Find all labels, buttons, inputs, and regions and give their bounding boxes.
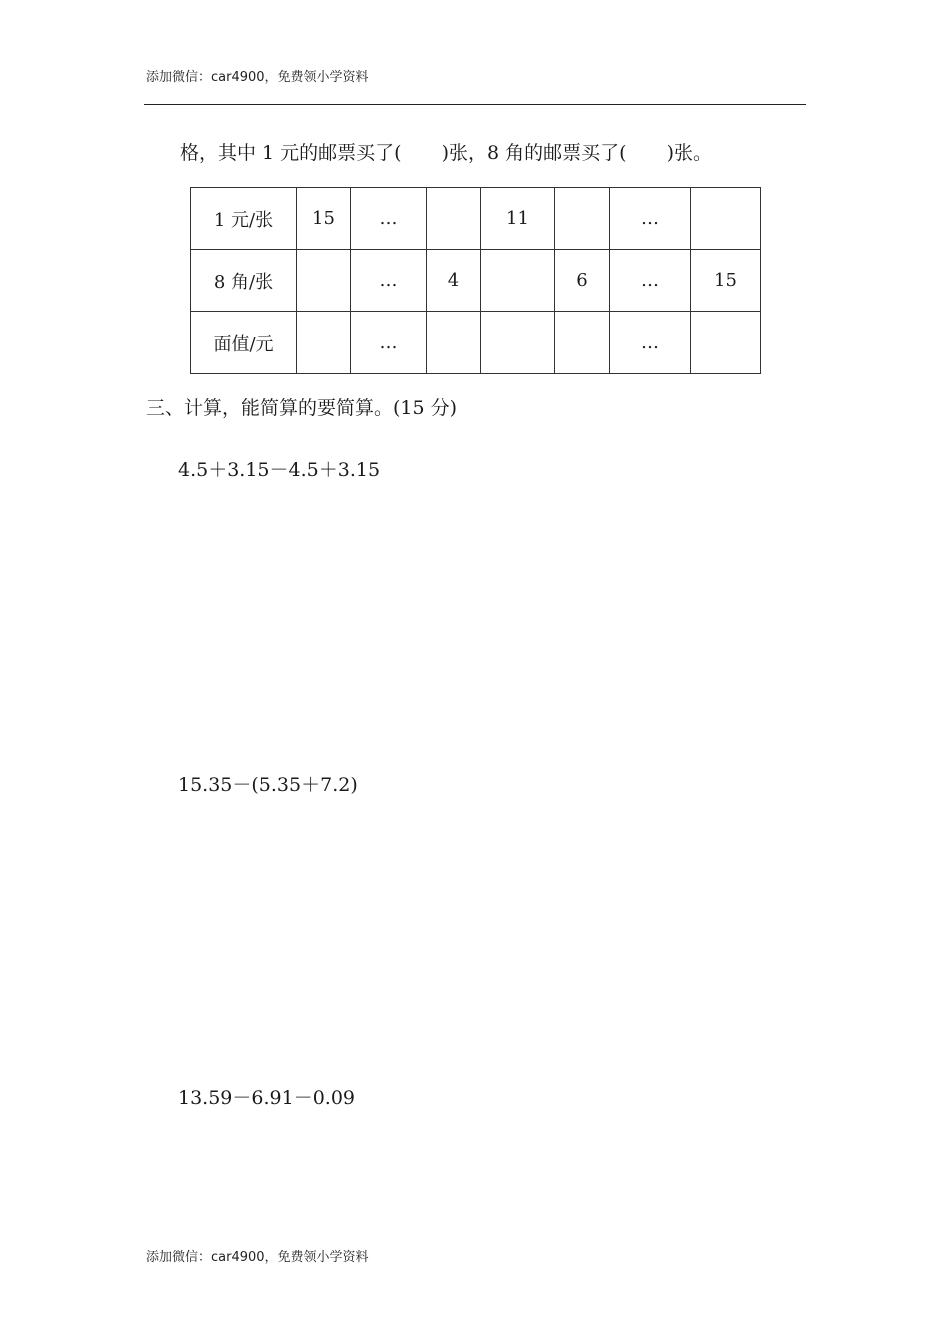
question-part-1: 格，其中 1 元的邮票买了(	[180, 142, 402, 164]
table-cell[interactable]: 4	[427, 250, 481, 312]
table-cell[interactable]	[297, 250, 351, 312]
table-cell[interactable]: 11	[481, 188, 555, 250]
table-cell[interactable]	[481, 250, 555, 312]
table-cell[interactable]	[555, 188, 610, 250]
table-cell[interactable]: …	[610, 188, 691, 250]
header-text: 添加微信：car4900，免费领小学资料	[146, 70, 369, 85]
question-part-2: )张，8 角的邮票买了(	[441, 142, 627, 164]
row-label: 面值/元	[191, 312, 297, 374]
calc-problem-2: 15.35－(5.35＋7.2)	[178, 774, 358, 796]
stamp-table	[190, 187, 761, 374]
table-cell[interactable]	[555, 312, 610, 374]
table-cell[interactable]: 15	[691, 250, 761, 312]
table-cell[interactable]: …	[351, 250, 427, 312]
table-cell[interactable]	[427, 188, 481, 250]
question-text	[180, 138, 712, 165]
table-cell[interactable]: 6	[555, 250, 610, 312]
row-label: 8 角/张	[191, 250, 297, 312]
header-divider	[144, 104, 806, 105]
calc-problem-3: 13.59－6.91－0.09	[178, 1087, 356, 1109]
table-cell[interactable]	[691, 188, 761, 250]
table-cell[interactable]	[481, 312, 555, 374]
table-row-8-jiao	[191, 250, 761, 312]
table-row-1-yuan	[191, 188, 761, 250]
table-cell[interactable]: …	[610, 312, 691, 374]
table-cell[interactable]	[297, 312, 351, 374]
table-cell[interactable]: 15	[297, 188, 351, 250]
calc-problem-1: 4.5＋3.15－4.5＋3.15	[178, 459, 381, 481]
row-label: 1 元/张	[191, 188, 297, 250]
table-cell[interactable]: …	[351, 188, 427, 250]
table-cell[interactable]	[427, 312, 481, 374]
question-part-3: )张。	[666, 142, 712, 164]
footer-text: 添加微信：car4900，免费领小学资料	[146, 1250, 369, 1265]
section-title: 三、计算，能简算的要简算。(15 分)	[146, 397, 458, 419]
table-row-face-value	[191, 312, 761, 374]
table-cell[interactable]: …	[610, 250, 691, 312]
table-cell[interactable]	[691, 312, 761, 374]
table-cell[interactable]: …	[351, 312, 427, 374]
